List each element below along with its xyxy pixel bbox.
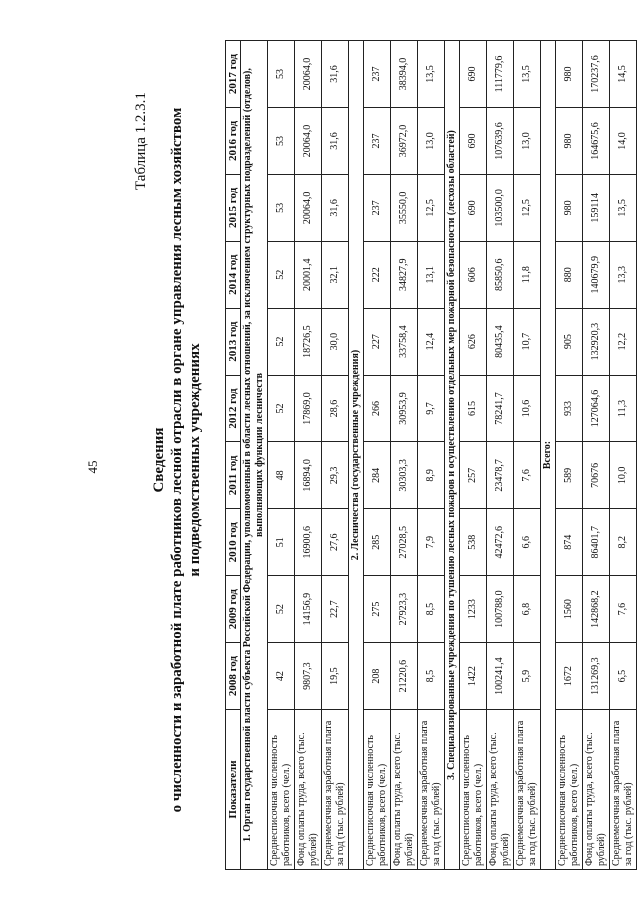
table-cell: 53: [268, 174, 295, 241]
table-row: [418, 41, 445, 870]
table-cell: 690: [460, 107, 487, 174]
table-cell: 10,6: [514, 375, 541, 442]
table-cell: 27,6: [322, 509, 349, 576]
table-cell: 980: [556, 174, 583, 241]
table-cell: 589: [556, 442, 583, 509]
table-row: [556, 41, 583, 870]
table-cell: 227: [364, 308, 391, 375]
row-label: Среднесписочная численность работников, всего (чел.): [556, 710, 583, 870]
table-cell: 6,6: [514, 509, 541, 576]
table-cell: 100241,4: [487, 643, 514, 710]
table-cell: 31,6: [322, 41, 349, 108]
row-label: Среднесписочная численность работников, всего (чел.): [268, 710, 295, 870]
table-cell: 5,9: [514, 643, 541, 710]
table-cell: 11,3: [610, 375, 637, 442]
table-reference: Таблица 1.2.3.1: [133, 92, 149, 190]
table-cell: 11,8: [514, 241, 541, 308]
table-cell: 164675,6: [583, 107, 610, 174]
table-cell: 19,5: [322, 643, 349, 710]
table-row: [487, 41, 514, 870]
table-cell: 22,7: [322, 576, 349, 643]
table-cell: 13,0: [514, 107, 541, 174]
table-cell: 284: [364, 442, 391, 509]
table-cell: 626: [460, 308, 487, 375]
table-cell: 538: [460, 509, 487, 576]
table-cell: 606: [460, 241, 487, 308]
table-cell: 70676: [583, 442, 610, 509]
table-cell: 1560: [556, 576, 583, 643]
table-cell: 27028,5: [391, 509, 418, 576]
table-cell: 42: [268, 643, 295, 710]
table-cell: 10,0: [610, 442, 637, 509]
table-cell: 31,6: [322, 174, 349, 241]
table-cell: 13,0: [418, 107, 445, 174]
table-cell: 615: [460, 375, 487, 442]
table-cell: 51: [268, 509, 295, 576]
table-cell: 6,5: [610, 643, 637, 710]
table-cell: 13,5: [514, 41, 541, 108]
table-cell: 52: [268, 576, 295, 643]
row-label: Среднемесячная заработная плата за год (тыс. рублей): [514, 710, 541, 870]
table-cell: 690: [460, 41, 487, 108]
table-cell: 13,1: [418, 241, 445, 308]
table-cell: 237: [364, 174, 391, 241]
table-cell: 13,5: [610, 174, 637, 241]
table-cell: 14156,9: [295, 576, 322, 643]
table-cell: 170237,6: [583, 41, 610, 108]
table-cell: 159114: [583, 174, 610, 241]
row-label: Среднемесячная заработная плата за год (тыс. рублей): [418, 710, 445, 870]
table-row: [322, 41, 349, 870]
table-cell: 21220,6: [391, 643, 418, 710]
table-row: [514, 41, 541, 870]
table-cell: 52: [268, 308, 295, 375]
header-year: 2015 год: [226, 174, 241, 241]
table-cell: 10,7: [514, 308, 541, 375]
table-cell: 20064,0: [295, 174, 322, 241]
table-cell: 131269,3: [583, 643, 610, 710]
row-label: Среднесписочная численность работников, всего (чел.): [364, 710, 391, 870]
table-cell: 38394,0: [391, 41, 418, 108]
salary-table: [225, 40, 637, 870]
row-label: Фонд оплаты труда, всего (тыс. рублей): [583, 710, 610, 870]
header-year: 2008 год: [226, 643, 241, 710]
header-year: 2010 год: [226, 509, 241, 576]
table-cell: 237: [364, 41, 391, 108]
header-year: 2016 год: [226, 107, 241, 174]
table-cell: 140679,9: [583, 241, 610, 308]
table-cell: 880: [556, 241, 583, 308]
table-cell: 80435,4: [487, 308, 514, 375]
section-row: [541, 41, 556, 870]
table-cell: 23478,7: [487, 442, 514, 509]
table-cell: 100788,0: [487, 576, 514, 643]
table-cell: 16894,0: [295, 442, 322, 509]
table-cell: 33758,4: [391, 308, 418, 375]
section-title: 2. Лесничества (государственные учреждения): [349, 41, 364, 870]
table-cell: 52: [268, 375, 295, 442]
row-label: Среднемесячная заработная плата за год (тыс. рублей): [322, 710, 349, 870]
document-title: [150, 30, 204, 890]
table-cell: 690: [460, 174, 487, 241]
table-cell: 12,2: [610, 308, 637, 375]
table-cell: 8,5: [418, 576, 445, 643]
table-cell: 8,2: [610, 509, 637, 576]
table-cell: 30303,3: [391, 442, 418, 509]
table-cell: 36972,0: [391, 107, 418, 174]
title-line-2: о численности и заработной плате работников лесной отрасли в органе управления лесным хозяйством: [169, 107, 185, 813]
header-year: 2012 год: [226, 375, 241, 442]
table-row: [364, 41, 391, 870]
table-header-row: [226, 41, 241, 870]
title-line-1: Сведения: [151, 427, 167, 493]
table-cell: 16900,6: [295, 509, 322, 576]
section-row: [445, 41, 460, 870]
table-cell: 933: [556, 375, 583, 442]
table-cell: 12,5: [418, 174, 445, 241]
table-row: [610, 41, 637, 870]
table-cell: 20064,0: [295, 107, 322, 174]
table-cell: 9807,3: [295, 643, 322, 710]
section-title: 3. Специализированные учреждения по тушению лесных пожаров и осуществлению отдельных мер пожарной безопасности (лесхозы областей): [445, 41, 460, 870]
table-cell: 13,5: [418, 41, 445, 108]
table-cell: 30953,9: [391, 375, 418, 442]
table-cell: 85850,6: [487, 241, 514, 308]
header-year: 2017 год: [226, 41, 241, 108]
header-indicator: Показатели: [226, 710, 241, 870]
table-cell: 86401,7: [583, 509, 610, 576]
table-cell: 1422: [460, 643, 487, 710]
table-cell: 257: [460, 442, 487, 509]
table-cell: 237: [364, 107, 391, 174]
table-row: [460, 41, 487, 870]
table-cell: 32,1: [322, 241, 349, 308]
table-cell: 208: [364, 643, 391, 710]
row-label: Фонд оплаты труда, всего (тыс. рублей): [295, 710, 322, 870]
table-cell: 53: [268, 41, 295, 108]
table-cell: 285: [364, 509, 391, 576]
table-cell: 20001,4: [295, 241, 322, 308]
header-year: 2013 год: [226, 308, 241, 375]
row-label: Среднемесячная заработная плата за год (тыс. рублей): [610, 710, 637, 870]
table-cell: 14,0: [610, 107, 637, 174]
table-cell: 222: [364, 241, 391, 308]
table-cell: 107639,6: [487, 107, 514, 174]
table-row: [391, 41, 418, 870]
table-cell: 103500,0: [487, 174, 514, 241]
table-cell: 12,4: [418, 308, 445, 375]
table-cell: 8,9: [418, 442, 445, 509]
table-cell: 12,5: [514, 174, 541, 241]
table-cell: 13,3: [610, 241, 637, 308]
table-cell: 980: [556, 107, 583, 174]
header-year: 2014 год: [226, 241, 241, 308]
table-cell: 35550,0: [391, 174, 418, 241]
table-cell: 14,5: [610, 41, 637, 108]
table-cell: 1672: [556, 643, 583, 710]
table-cell: 132920,3: [583, 308, 610, 375]
table-cell: 9,7: [418, 375, 445, 442]
table-cell: 42472,6: [487, 509, 514, 576]
table-cell: 29,3: [322, 442, 349, 509]
row-label: Фонд оплаты труда, всего (тыс. рублей): [487, 710, 514, 870]
row-label: Фонд оплаты труда, всего (тыс. рублей): [391, 710, 418, 870]
table-cell: 266: [364, 375, 391, 442]
table-cell: 275: [364, 576, 391, 643]
table-row: [583, 41, 610, 870]
table-cell: 78241,7: [487, 375, 514, 442]
rotated-page: [15, 30, 634, 890]
table-cell: 53: [268, 107, 295, 174]
header-year: 2011 год: [226, 442, 241, 509]
table-cell: 28,6: [322, 375, 349, 442]
section-title: 1. Орган государственной власти субъекта Российской Федерации, уполномоченный в области лесных отношений, за исключением структурных подразделений (отделов), выполняющих функции лесничеств: [241, 41, 268, 870]
table-cell: 1233: [460, 576, 487, 643]
table-cell: 7,6: [514, 442, 541, 509]
table-body: [241, 41, 637, 870]
table-cell: 17869,0: [295, 375, 322, 442]
table-cell: 18726,5: [295, 308, 322, 375]
table-cell: 7,6: [610, 576, 637, 643]
section-row: [241, 41, 268, 870]
title-line-3: и подведомственных учреждениях: [187, 343, 203, 577]
table-cell: 31,6: [322, 107, 349, 174]
table-cell: 30,0: [322, 308, 349, 375]
table-row: [295, 41, 322, 870]
section-title: Всего:: [541, 41, 556, 870]
table-cell: 20064,0: [295, 41, 322, 108]
row-label: Среднесписочная численность работников, всего (чел.): [460, 710, 487, 870]
table-cell: 127064,6: [583, 375, 610, 442]
table-cell: 34827,9: [391, 241, 418, 308]
table-row: [268, 41, 295, 870]
page-number: 45: [85, 460, 100, 474]
table-cell: 980: [556, 41, 583, 108]
table-cell: 111779,6: [487, 41, 514, 108]
table-cell: 874: [556, 509, 583, 576]
table-cell: 52: [268, 241, 295, 308]
header-year: 2009 год: [226, 576, 241, 643]
table-cell: 6,8: [514, 576, 541, 643]
table-cell: 27923,3: [391, 576, 418, 643]
table-cell: 142868,2: [583, 576, 610, 643]
section-row: [349, 41, 364, 870]
table-cell: 7,9: [418, 509, 445, 576]
table-cell: 905: [556, 308, 583, 375]
table-cell: 48: [268, 442, 295, 509]
table-cell: 8,5: [418, 643, 445, 710]
